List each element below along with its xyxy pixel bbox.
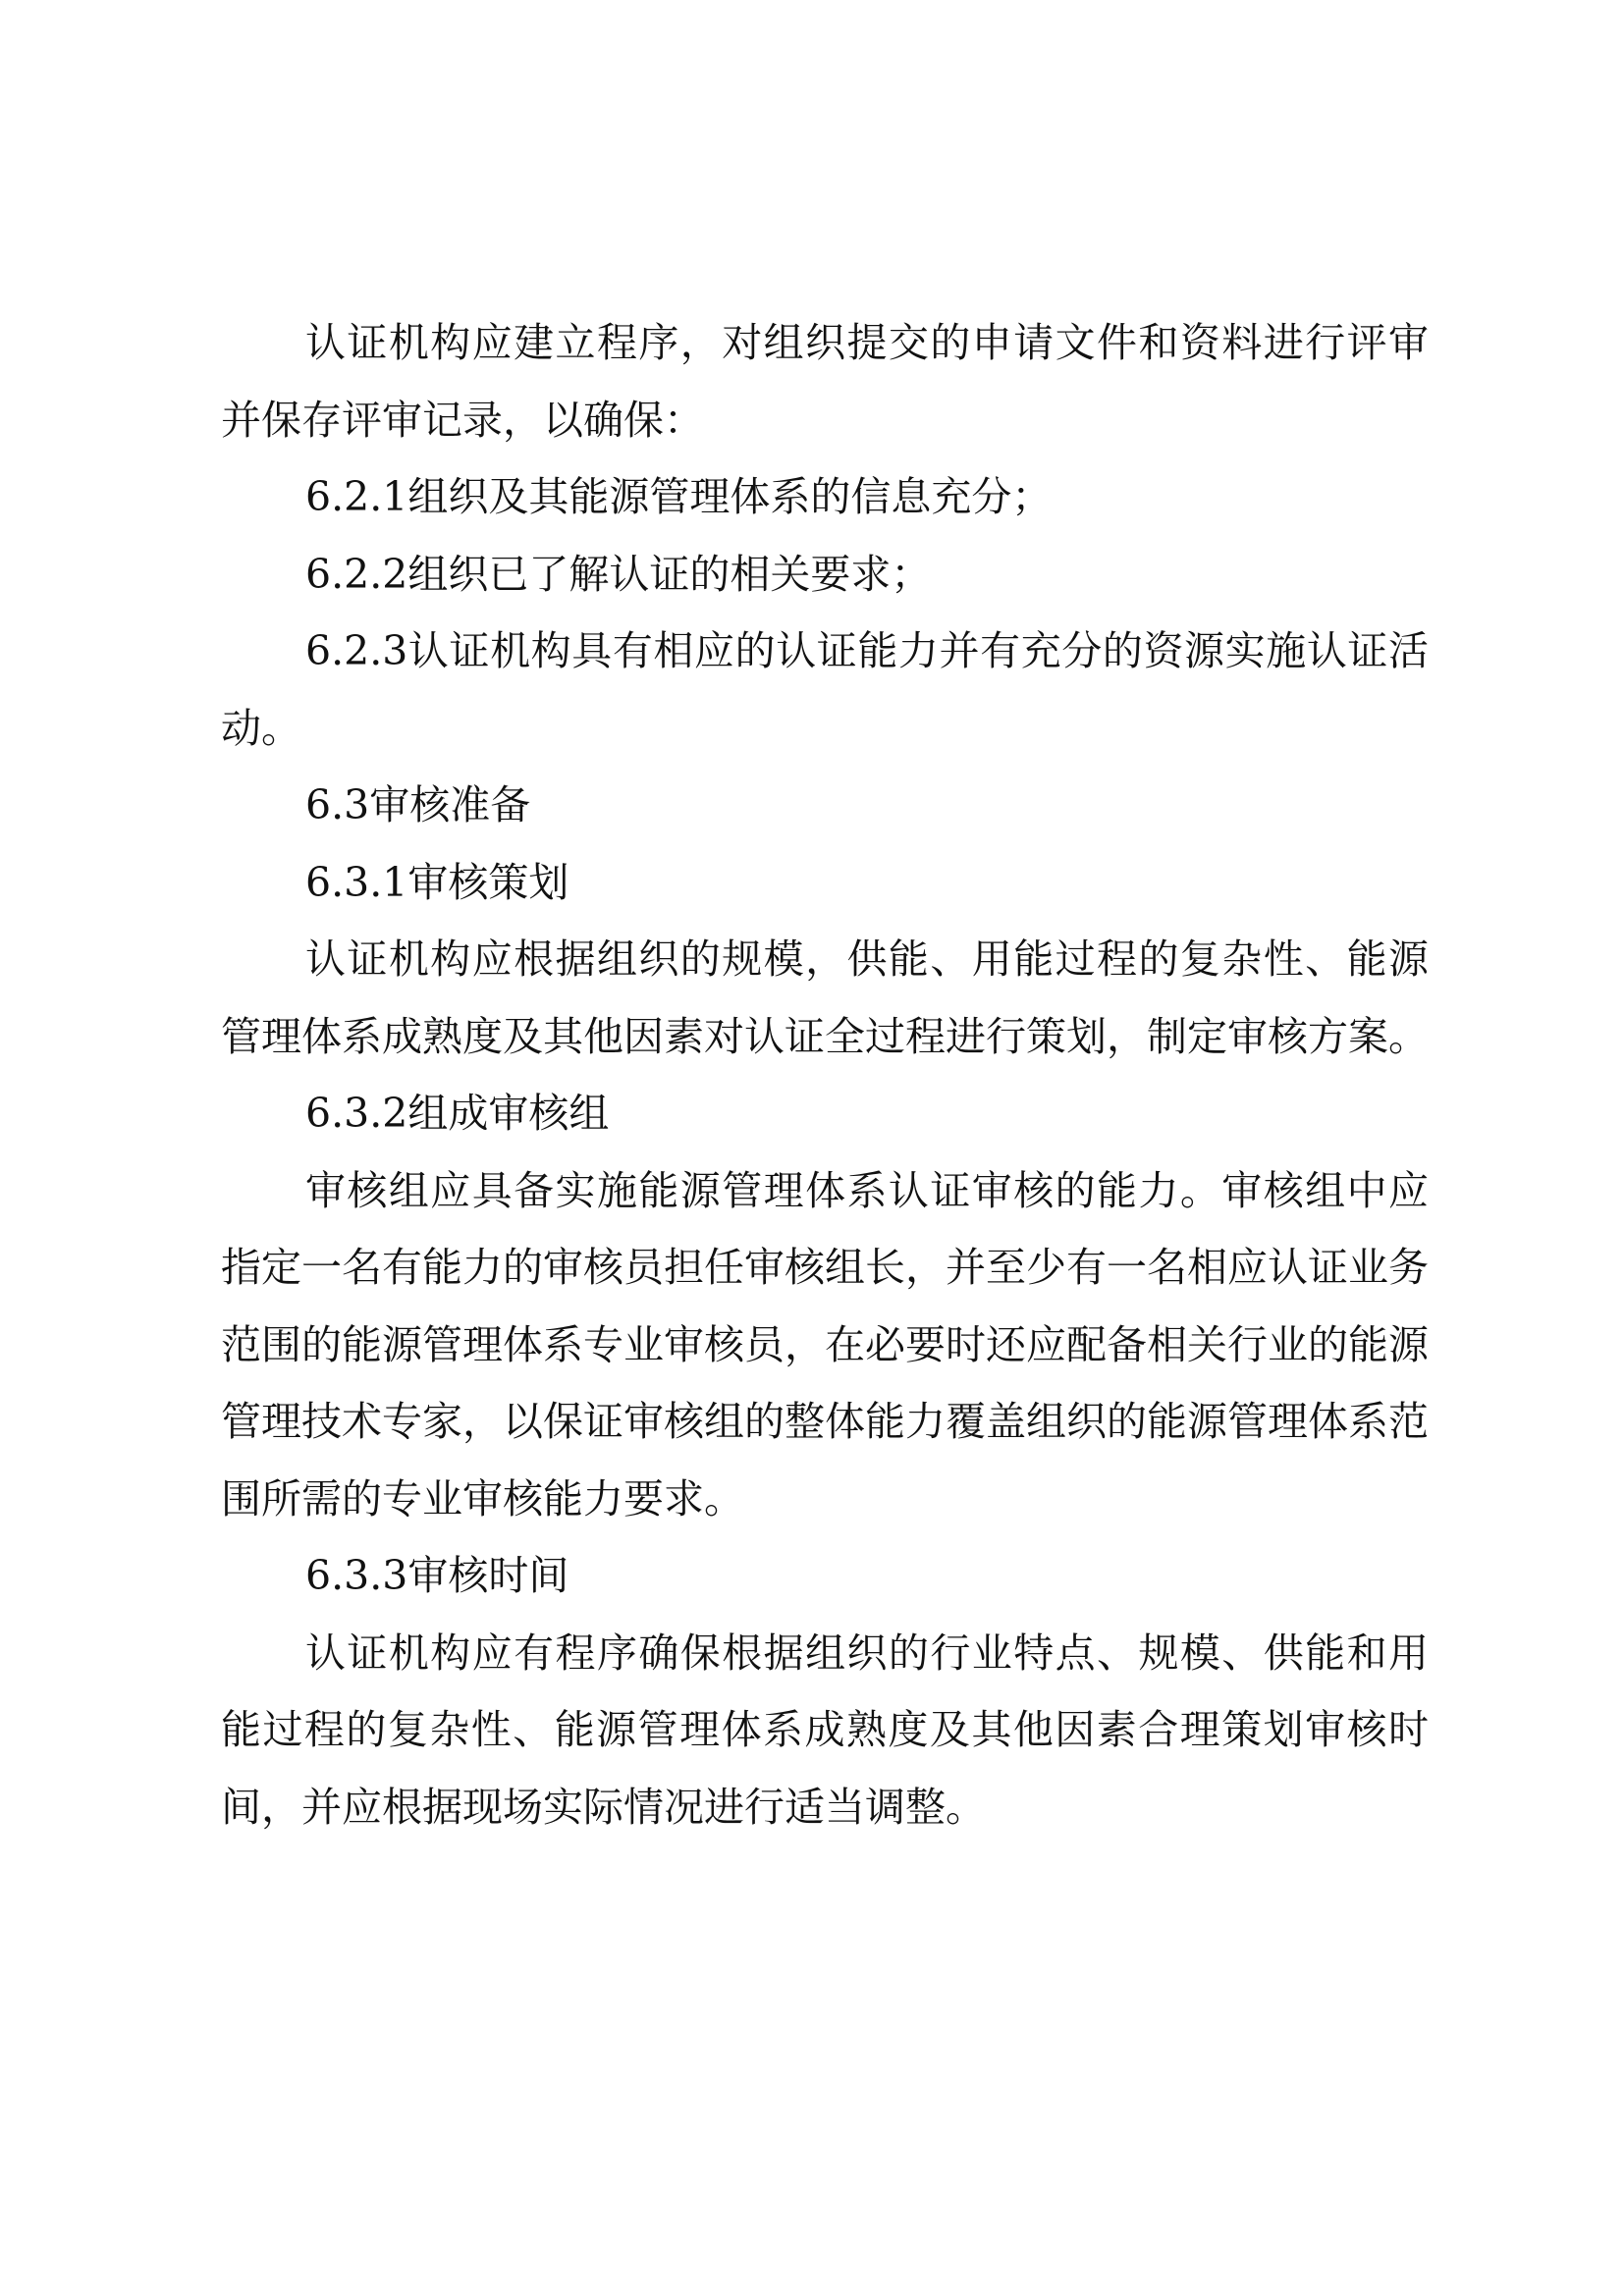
heading-6-3-3: 6.3.3审核时间 xyxy=(305,1552,569,1599)
clause-6-2-2: 6.2.2组织已了解认证的相关要求； xyxy=(305,550,932,598)
heading-6-3: 6.3审核准备 xyxy=(305,781,531,828)
heading-6-3-2: 6.3.2组成审核组 xyxy=(305,1090,610,1137)
document-body xyxy=(221,304,1429,1845)
paragraph-application-review: 认证机构应建立程序，对组织提交的申请文件和资料进行评审并保存评审记录，以确保： xyxy=(221,319,1429,444)
heading-6-3-1: 6.3.1审核策划 xyxy=(305,858,569,906)
clause-6-2-3: 6.2.3认证机构具有相应的认证能力并有充分的资源实施认证活动。 xyxy=(221,627,1429,752)
paragraph-audit-team: 审核组应具备实施能源管理体系认证审核的能力。审核组中应指定一名有能力的审核员担任审核组长，并至少有一名相应认证业务范围的能源管理体系专业审核员，在必要时还应配备相关行业的能源管理技术专家，以保证审核组的整体能力覆盖组织的能源管理体系范围所需的专业审核能力要求。 xyxy=(221,1166,1429,1522)
clause-6-2-1: 6.2.1组织及其能源管理体系的信息充分； xyxy=(305,473,1053,520)
paragraph-audit-time: 认证机构应有程序确保根据组织的行业特点、规模、供能和用能过程的复杂性、能源管理体系成熟度及其他因素合理策划审核时间，并应根据现场实际情况进行适当调整。 xyxy=(221,1629,1429,1831)
paragraph-audit-planning: 认证机构应根据组织的规模，供能、用能过程的复杂性、能源管理体系成熟度及其他因素对认证全过程进行策划，制定审核方案。 xyxy=(221,935,1429,1060)
